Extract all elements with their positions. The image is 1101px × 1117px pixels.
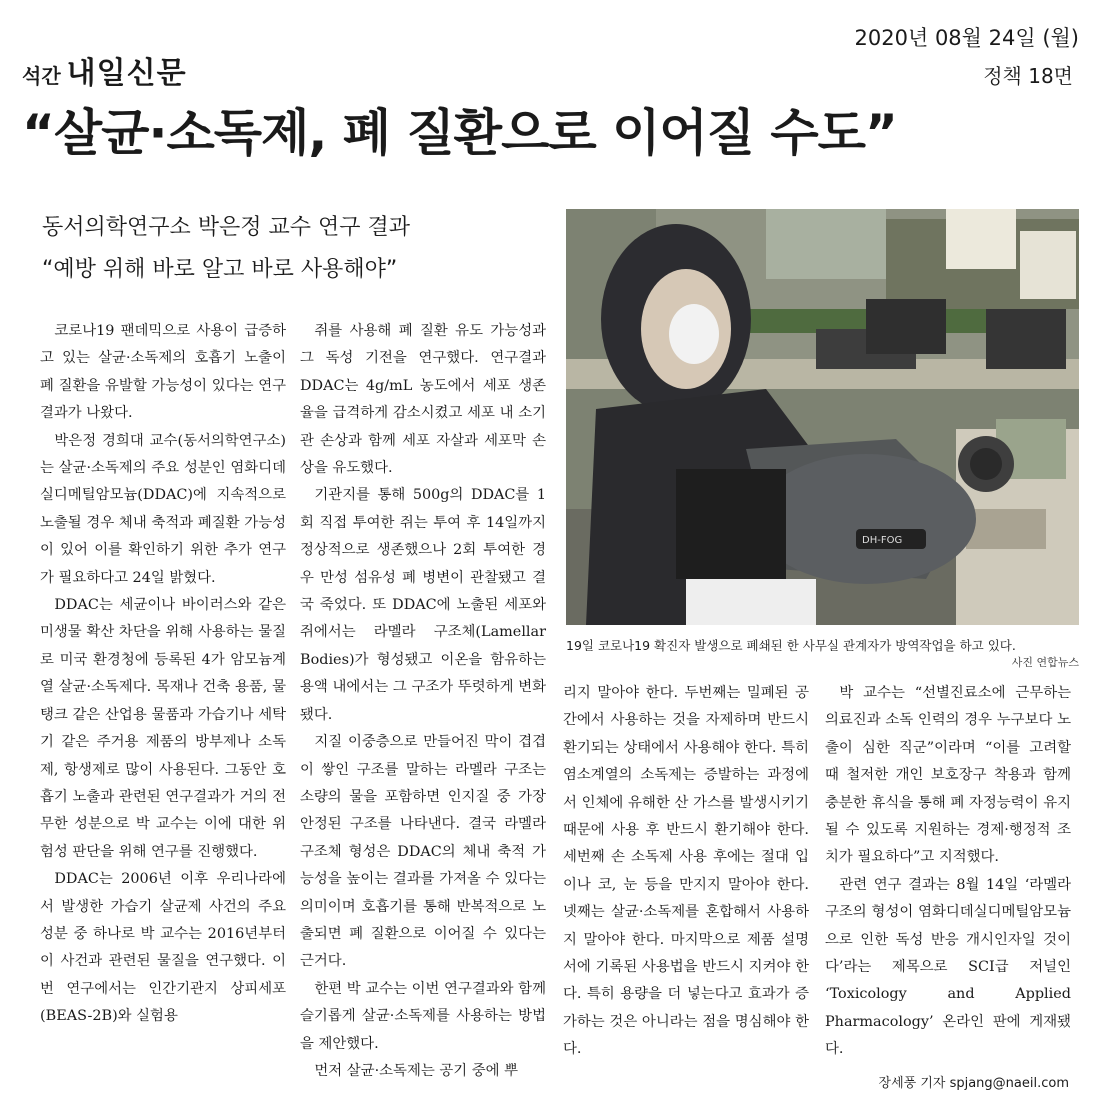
paper-masthead [22, 48, 187, 92]
paragraph: 리지 말아야 한다. 두번째는 밀폐된 공간에서 사용하는 것을 자제하며 반드시 환기되는 상태에서 사용해야 한다. 특히 염소계열의 소독제는 증발하는 과정에서 인체에 유해한 산 가스를 발생시키기 때문에 사용 후 반드시 환기해야 한다. 세번째 손 소독제 사용 후에는 절대 입이나 코, 눈 등을 만지지 말아야 한다. 넷째는 살균·소독제를 혼합해서 사용하지 말아야 한다. 마지막으로 제품 설명서에 기록된 사용법을 반드시 지켜야 한다. 특히 용량을 더 넣는다고 효과가 증가하는 것은 아니라는 점을 명심해야 한다. [563, 685, 809, 1058]
publication-date: 2020년 08월 24일 (월) [854, 26, 1079, 50]
subheadline-1: 동서의학연구소 박은정 교수 연구 결과 [42, 215, 411, 240]
subheadline-2: “예방 위해 바로 알고 바로 사용해야” [42, 257, 398, 282]
photo-credit: 사진 연합뉴스 [1011, 656, 1079, 669]
paragraph: 코로나19 팬데믹으로 사용이 급증하고 있는 살균·소독제의 호흡기 노출이 폐 질환을 유발할 가능성이 있다는 연구 결과가 나왔다. [40, 323, 286, 422]
paper-name: 내일신문 [66, 56, 187, 91]
paragraph: 박은정 경희대 교수(동서의학연구소)는 살균·소독제의 주요 성분인 염화디데실디메틸암모늄(DDAC)에 지속적으로 노출될 경우 체내 축적과 폐질환 가능성이 있어 이를 확인하기 위한 추가 연구가 필요하다고 24일 밝혔다. [40, 432, 286, 586]
photo-caption [566, 636, 1079, 670]
article-column-2 [300, 318, 546, 1085]
paragraph: 쥐를 사용해 폐 질환 유도 가능성과 그 독성 기전을 연구했다. 연구결과 DDAC는 4g/mL 농도에서 세포 생존율을 급격하게 감소시켰고 세포 내 소기관 손상과 함께 세포 자살과 세포막 손상을 유도했다. [300, 323, 546, 477]
article-column-3 [563, 680, 809, 1064]
paragraph: 먼저 살균·소독제는 공기 중에 뿌 [314, 1062, 518, 1079]
edition-label: 석간 [22, 64, 61, 88]
news-photo [566, 209, 1079, 625]
paragraph: 관련 연구 결과는 8월 14일 ‘라멜라 구조의 형성이 염화디데실디메틸암모늄으로 인한 독성 반응 개시인자일 것이다’라는 제목으로 SCI급 저널인 ‘Toxicology and Applied Pharmacology’ 온라인 판에 게재됐다. [825, 876, 1071, 1058]
article-column-1 [40, 318, 286, 1031]
paragraph: DDAC는 세균이나 바이러스와 같은 미생물 확산 차단을 위해 사용하는 물질로 미국 환경청에 등록된 4가 암모늄계열 살균·소독제다. 목재나 건축 용품, 물탱크 같은 산업용 물품과 가습기나 세탁기 같은 주거용 제품의 방부제나 소독제, 항생제로 많이 사용된다. 그동안 호흡기 노출과 관련된 연구결과가 거의 전무한 성분으로 박 교수는 이에 대한 위험성 판단을 위해 연구를 진행했다. [40, 597, 286, 860]
headline: “살균·소독제, 폐 질환으로 이어질 수도” [22, 104, 897, 162]
device-label: DH-FOG [862, 535, 903, 546]
caption-text: 19일 코로나19 확진자 발생으로 폐쇄된 한 사무실 관계자가 방역작업을 하고 있다. [566, 638, 1016, 653]
byline: 장세풍 기자 spjang@naeil.com [878, 1076, 1069, 1091]
paragraph: 지질 이중층으로 만들어진 막이 겹겹이 쌓인 구조를 말하는 라멜라 구조는 소량의 물을 포함하면 인지질 중 가장 안정된 구조를 나타낸다. 결국 라멜라 구조체 형성은 DDAC의 체내 축적 가능성을 높이는 결과를 가져올 수 있다는 의미이며 호흡기를 통해 반복적으로 노출되면 폐 질환으로 이어질 수 있다는 근거다. [300, 734, 546, 970]
section-page: 정책 18면 [983, 64, 1073, 88]
paragraph: 한편 박 교수는 이번 연구결과와 함께 슬기롭게 살균·소독제를 사용하는 방법을 제안했다. [300, 980, 546, 1052]
article-column-4 [825, 680, 1071, 1064]
paragraph: 박 교수는 “선별진료소에 근무하는 의료진과 소독 인력의 경우 누구보다 노출이 심한 직군”이라며 “이를 고려할 때 철저한 개인 보호장구 착용과 함께 충분한 휴식을 통해 폐 자정능력이 유지될 수 있도록 지원하는 경제·행정적 조치가 필요하다”고 지적했다. [825, 685, 1071, 866]
paragraph: DDAC는 2006년 이후 우리나라에서 발생한 가습기 살균제 사건의 주요 성분 중 하나로 박 교수는 2016년부터 이 사건과 관련된 물질을 연구했다. 이번 연구에서는 인간기관지 상피세포(BEAS-2B)와 실험용 [40, 871, 286, 1025]
paragraph: 기관지를 통해 500g의 DDAC를 1회 직접 투여한 쥐는 투여 후 14일까지 정상적으로 생존했으나 2회 투여한 경우 만성 섬유성 폐 병변이 관찰됐고 결국 죽었다. 또 DDAC에 노출된 세포와 쥐에서는 라멜라 구조체(Lamellar Bodies)가 형성됐고 이온을 함유하는 용액 내에서는 그 구조가 뚜렷하게 변화됐다. [300, 487, 546, 723]
